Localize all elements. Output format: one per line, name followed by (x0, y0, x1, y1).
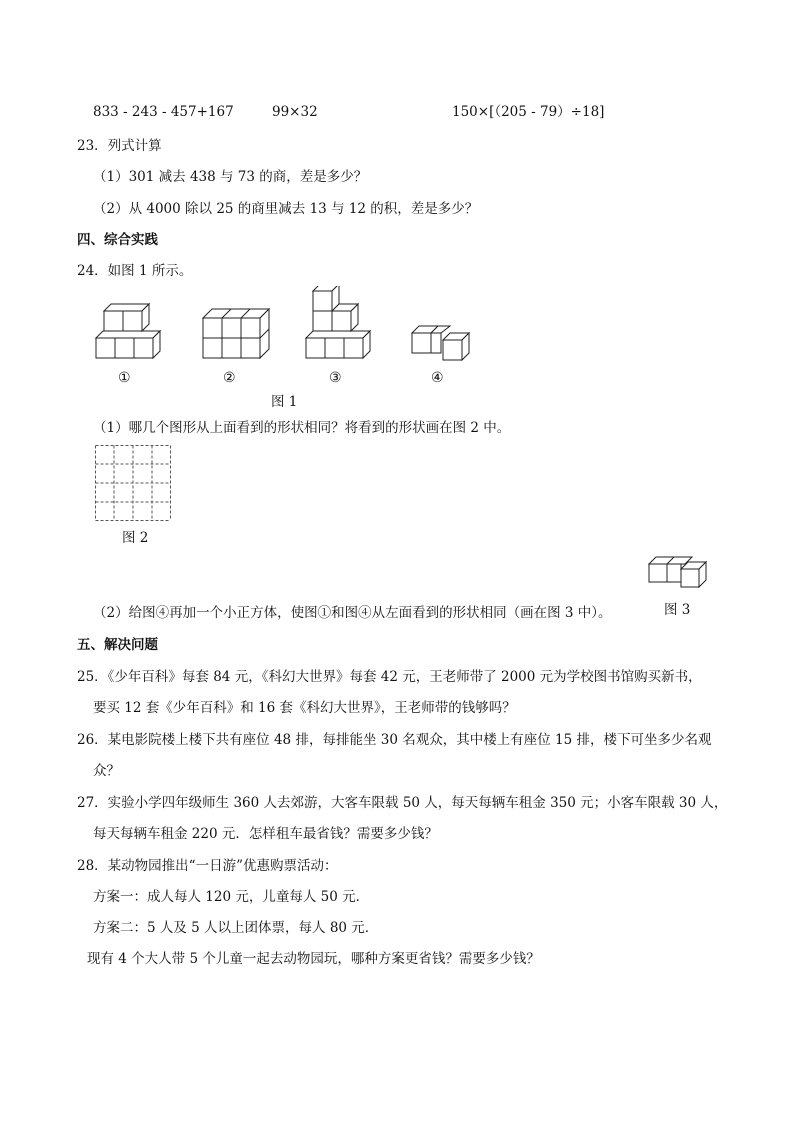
q25-line2: 要买 12 套《少年百科》和 16 套《科幻大世界》，王老师带的钱够吗？ (93, 700, 516, 716)
q28-plan2: 方案二：5 人及 5 人以上团体票，每人 80 元． (93, 920, 379, 936)
figure-3-cubes (645, 553, 710, 593)
q28-plan1: 方案一：成人每人 120 元，儿童每人 50 元． (93, 889, 370, 905)
expr-3: 150×[（205 - 79）÷18] (452, 104, 605, 120)
solid-1 (96, 304, 160, 358)
q28-question: 现有 4 个大人带 5 个儿童一起去动物园玩，哪种方案更省钱？需要多少钱？ (87, 951, 540, 967)
q23-part2: （2）从 4000 除以 25 的商里减去 13 与 12 的积，差是多少？ (93, 201, 479, 217)
label-3: ③ (329, 370, 342, 386)
q23-part1: （1）301 减去 438 与 73 的商，差是多少？ (93, 169, 368, 185)
label-4: ④ (431, 370, 444, 386)
expr-1: 833 - 243 - 457+167 (93, 104, 234, 120)
solid-3 (306, 286, 370, 358)
figure-1-cubes (90, 286, 480, 366)
label-1: ① (118, 370, 131, 386)
q24-part1: （1）哪几个图形从上面看到的形状相同？将看到的形状画在图 2 中。 (93, 420, 511, 436)
figure-2-grid (95, 445, 173, 523)
q27-line1: 27．实验小学四年级师生 360 人去郊游，大客车限载 50 人，每天每辆车租金 350 元；小客车限载 30 人， (77, 795, 728, 811)
q26-line2: 众？ (93, 763, 120, 779)
solid-4 (412, 326, 469, 360)
q25-line1: 25．《少年百科》每套 84 元，《科幻大世界》每套 42 元，王老师带了 2000 元为学校图书馆购买新书， (77, 669, 702, 685)
q28-line1: 28．某动物园推出“一日游”优惠购票活动： (77, 858, 338, 874)
solid-2 (203, 309, 269, 358)
q23-title: 23．列式计算 (77, 138, 162, 154)
section-4-heading: 四、综合实践 (77, 232, 158, 248)
q26-line1: 26．某电影院楼上楼下共有座位 48 排，每排能坐 30 名观众，其中楼上有座位 15 排，楼下可坐多少名观 (77, 732, 712, 748)
figure-3-caption: 图 3 (664, 602, 691, 618)
q24-part2: （2）给图④再加一个小正方体，使图①和图④从左面看到的形状相同（画在图 3 中）。 (93, 605, 612, 621)
q24-title: 24．如图 1 所示。 (77, 263, 193, 279)
figure-2-caption: 图 2 (122, 530, 149, 546)
q27-line2: 每天每辆车租金 220 元．怎样租车最省钱？需要多少钱？ (93, 826, 438, 842)
label-2: ② (223, 370, 236, 386)
section-5-heading: 五、解决问题 (77, 637, 158, 653)
expr-2: 99×32 (272, 104, 318, 120)
figure-1-caption: 图 1 (271, 394, 298, 410)
